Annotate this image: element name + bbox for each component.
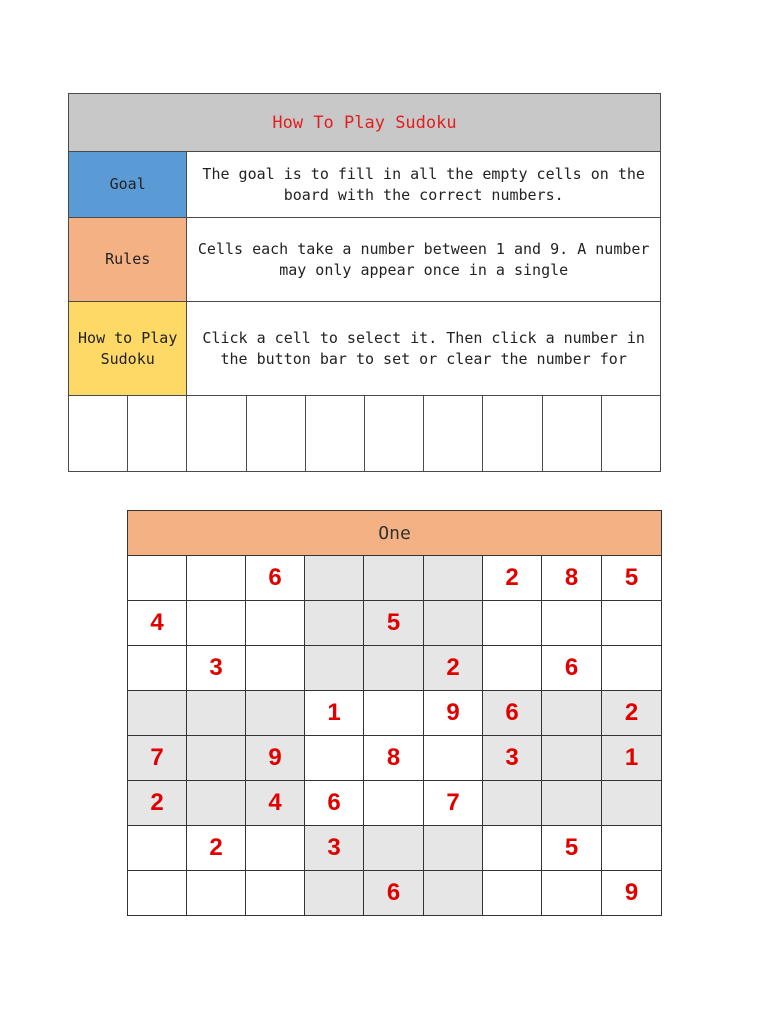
board-row	[128, 871, 662, 916]
sudoku-cell[interactable]: 1	[602, 736, 662, 781]
sudoku-cell[interactable]	[187, 601, 246, 646]
board-title: One	[128, 511, 662, 556]
sudoku-cell[interactable]	[483, 646, 542, 691]
sudoku-cell[interactable]	[246, 646, 305, 691]
sudoku-cell[interactable]	[602, 781, 662, 826]
blank-cell	[187, 396, 246, 472]
blank-cell	[246, 396, 305, 472]
sudoku-cell[interactable]: 6	[246, 556, 305, 601]
board-row	[128, 646, 662, 691]
sudoku-cell[interactable]: 2	[187, 826, 246, 871]
instructions-title: How To Play Sudoku	[69, 94, 661, 152]
sudoku-cell[interactable]: 3	[305, 826, 364, 871]
how-to-play-label: How to Play Sudoku	[69, 302, 187, 396]
sudoku-cell[interactable]: 6	[542, 646, 602, 691]
blank-cell	[542, 396, 601, 472]
sudoku-cell[interactable]	[364, 826, 424, 871]
sudoku-cell[interactable]: 7	[424, 781, 483, 826]
sudoku-cell[interactable]	[424, 826, 483, 871]
sudoku-cell[interactable]: 2	[424, 646, 483, 691]
board-row	[128, 556, 662, 601]
sudoku-cell[interactable]	[128, 691, 187, 736]
sudoku-cell[interactable]	[246, 601, 305, 646]
blank-cell	[128, 396, 187, 472]
sudoku-cell[interactable]	[305, 556, 364, 601]
sudoku-cell[interactable]: 3	[187, 646, 246, 691]
sudoku-cell[interactable]	[424, 871, 483, 916]
sudoku-cell[interactable]	[187, 556, 246, 601]
sudoku-cell[interactable]	[542, 781, 602, 826]
sudoku-cell[interactable]	[187, 691, 246, 736]
sudoku-cell[interactable]	[128, 646, 187, 691]
sudoku-cell[interactable]: 4	[128, 601, 187, 646]
sudoku-cell[interactable]	[424, 601, 483, 646]
sudoku-cell[interactable]	[542, 871, 602, 916]
board-row	[128, 691, 662, 736]
sudoku-cell[interactable]	[602, 826, 662, 871]
sudoku-cell[interactable]: 9	[602, 871, 662, 916]
sudoku-cell[interactable]	[246, 871, 305, 916]
sudoku-cell[interactable]: 5	[602, 556, 662, 601]
sudoku-cell[interactable]: 6	[364, 871, 424, 916]
goal-text: The goal is to fill in all the empty cells on the board with the correct numbers.	[187, 152, 661, 218]
board-row	[128, 781, 662, 826]
sudoku-cell[interactable]	[128, 826, 187, 871]
sudoku-cell[interactable]	[305, 646, 364, 691]
rules-label: Rules	[69, 218, 187, 302]
how-to-play-text: Click a cell to select it. Then click a number in the button bar to set or clear the number for	[187, 302, 661, 396]
sudoku-cell[interactable]	[246, 691, 305, 736]
sudoku-cell[interactable]: 8	[364, 736, 424, 781]
sudoku-cell[interactable]	[364, 781, 424, 826]
sudoku-cell[interactable]: 5	[542, 826, 602, 871]
sudoku-cell[interactable]: 2	[602, 691, 662, 736]
sudoku-cell[interactable]: 8	[542, 556, 602, 601]
blank-cell	[364, 396, 423, 472]
sudoku-cell[interactable]	[483, 826, 542, 871]
instructions-table	[68, 93, 661, 472]
sudoku-cell[interactable]	[364, 646, 424, 691]
board-row	[128, 736, 662, 781]
sudoku-cell[interactable]: 2	[483, 556, 542, 601]
sudoku-cell[interactable]	[483, 871, 542, 916]
sudoku-cell[interactable]: 5	[364, 601, 424, 646]
sudoku-cell[interactable]	[542, 736, 602, 781]
blank-cell	[305, 396, 364, 472]
sudoku-cell[interactable]	[602, 646, 662, 691]
sudoku-cell[interactable]	[424, 736, 483, 781]
blank-cell	[483, 396, 542, 472]
blank-cell	[424, 396, 483, 472]
blank-cell	[601, 396, 660, 472]
sudoku-cell[interactable]	[128, 556, 187, 601]
sudoku-cell[interactable]	[187, 871, 246, 916]
sudoku-cell[interactable]: 2	[128, 781, 187, 826]
sudoku-cell[interactable]	[542, 601, 602, 646]
sudoku-cell[interactable]	[305, 601, 364, 646]
sudoku-cell[interactable]	[483, 781, 542, 826]
sudoku-cell[interactable]: 7	[128, 736, 187, 781]
sudoku-cell[interactable]: 1	[305, 691, 364, 736]
sudoku-cell[interactable]: 6	[483, 691, 542, 736]
sudoku-cell[interactable]	[424, 556, 483, 601]
board-row	[128, 826, 662, 871]
sudoku-board	[127, 510, 662, 916]
sudoku-cell[interactable]	[602, 601, 662, 646]
sudoku-cell[interactable]	[246, 826, 305, 871]
blank-cell	[69, 396, 128, 472]
sudoku-cell[interactable]	[364, 691, 424, 736]
sudoku-cell[interactable]	[542, 691, 602, 736]
sudoku-cell[interactable]: 9	[424, 691, 483, 736]
sudoku-cell[interactable]: 3	[483, 736, 542, 781]
sudoku-cell[interactable]	[128, 871, 187, 916]
sudoku-cell[interactable]	[364, 556, 424, 601]
sudoku-cell[interactable]	[483, 601, 542, 646]
board-row	[128, 601, 662, 646]
goal-label: Goal	[69, 152, 187, 218]
sudoku-cell[interactable]: 4	[246, 781, 305, 826]
sudoku-cell[interactable]	[187, 781, 246, 826]
sudoku-cell[interactable]: 9	[246, 736, 305, 781]
sudoku-cell[interactable]	[305, 736, 364, 781]
sudoku-cell[interactable]	[305, 871, 364, 916]
rules-text: Cells each take a number between 1 and 9. A number may only appear once in a single	[187, 218, 661, 302]
sudoku-cell[interactable]: 6	[305, 781, 364, 826]
sudoku-cell[interactable]	[187, 736, 246, 781]
